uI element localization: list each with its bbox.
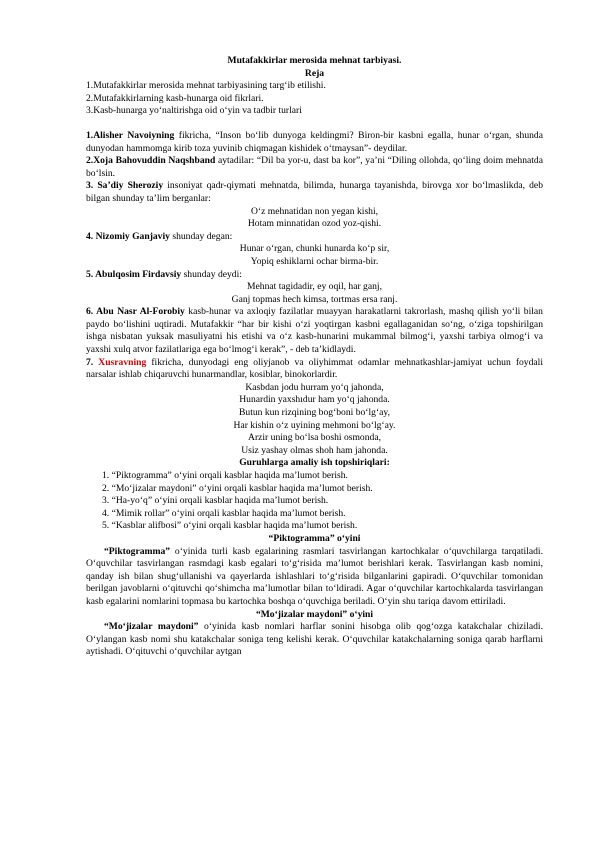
author-name-highlight: Xusravning xyxy=(98,356,147,368)
list-item: 2. “Mo‘jizalar maydoni” o‘yini orqali kasblar haqida ma’lumot berish. xyxy=(102,482,373,494)
author-name: 6. Abu Nasr Al-Forobiy xyxy=(86,306,185,318)
tasks-list xyxy=(86,470,543,533)
paragraph-ganjaviy xyxy=(86,231,543,244)
plan-item: 1.Mutafakkirlar merosida mehnat tarbiyasining targ‘ib etilishi. xyxy=(86,80,326,92)
list-item: 3. “Ha-yo‘q” o‘yini orqali kasblar haqida ma’lumot berish. xyxy=(102,495,329,507)
verse-line: Har kishin o‘z uyining mehmoni bo‘lg‘ay. xyxy=(233,419,396,431)
paragraph-text: kasb-hunar va axloqiy fazilatlar muayyan harakatlarni takrorlash, mashq qilish yo‘li bilan paydo bo‘lishini uqtiradi. Mutafakkir “har bir kishi o‘zi yoqtirgan kasbni egallaganidan so‘ng, o‘ziga topshirilgan ishga nisbatan yuksak masuliyatni his etishi va o‘z kasb-hunarini mukammal bilmog‘i, yaxshi tarbiya olmog‘i va yaxshi xulq atvor fazilatlariga ega bo‘lmog‘i kerak”, - deb ta’kidlaydi. xyxy=(86,306,543,356)
verse-line: Usiz yashay olmas shoh ham jahonda. xyxy=(241,444,388,456)
author-number: 7. xyxy=(86,356,94,368)
document-title: Mutafakkirlar merosida mehnat tarbiyasi. xyxy=(227,55,402,66)
verse-line: Hunar o‘rgan, chunki hunarda ko‘p sir, xyxy=(239,243,390,255)
paragraph-forobiy xyxy=(86,306,543,356)
list-item: 1. “Piktogramma” o‘yini orqali kasblar haqida ma’lumot berish. xyxy=(102,470,348,481)
piktogramma-heading: “Piktogramma” o‘yini xyxy=(268,532,361,544)
paragraph-text: shunday deydi: xyxy=(181,268,242,280)
paragraph-lead: “Mo‘jizalar maydoni” xyxy=(104,621,199,633)
verse-line: Kasbdan jodu hurram yo‘q jahonda, xyxy=(245,381,384,393)
author-name: 4. Nizomiy Ganjaviy xyxy=(86,230,170,242)
paragraph-lead: “Piktogramma” xyxy=(104,545,171,557)
paragraph-text: aytadilar: “Dil ba yor-u, dast ba kor”, ya’ni “Diling ollohda, qo‘ling doim mehnatda bo‘lsin. xyxy=(86,155,543,179)
paragraph-text: fikricha, dunyodagi eng oliyjanob va oliyhimmat odamlar mehnatkashlar-jamiyat uchun foydali narsalar ishlab chiqaruvchi hunarmandlar, kosiblar, binokorlardir. xyxy=(86,356,543,381)
spacer xyxy=(86,118,543,130)
paragraph-firdavsiy xyxy=(86,269,543,282)
verse-line: Yopiq eshiklarni ochar birma-bir. xyxy=(250,255,379,267)
list-item: 5. “Kasblar alifbosi” o‘yini orqali kasblar haqida ma’lumot berish. xyxy=(102,520,358,532)
paragraph-text: shunday degan: xyxy=(169,230,233,242)
paragraph-text: o‘yinida turli kasb egalarining rasmlari tasvirlangan kartochkalar o‘quvchilarga tarqatiladi. O‘quvchilar tasvirlangan rasmdagi kasb egalari to‘g‘risida ma’lumot berishlari kerak. Tasvirlangan kasb nomini, qanday ish bilan shug‘ullanishi va qayerlarda ishlashlari to‘g‘risida bilganlarini gapiradi. O‘quvchilar tomonidan berilgan javoblarni o‘qituvchi qo‘shimcha ma’lumotlar bilan to‘ldiradi. Agar o‘quvchilar kartochkalarda tasvirlangan kasb egalarini nomlarini topmasa bu kartochka boshqa o‘quvchiga beriladi. O‘yin shu tariqa davom ettiriladi. xyxy=(86,545,543,607)
mojizalar-heading: “Mo‘jizalar maydoni” o‘yini xyxy=(255,608,374,620)
author-name: 3. Sa’diy Sheroziy xyxy=(86,180,164,192)
author-name: 5. Abulqosim Firdavsiy xyxy=(86,268,182,280)
verse-line: Hotam minnatidan ozod yoz-qishi. xyxy=(247,218,382,230)
paragraph-text: o‘yinida kasb nomlari harflar sonini hisobga olib qog‘ozga katakchalar chiziladi. O‘ylangan kasb nomi shu katakchalar soniga teng kelishi kerak. O‘quvchilar katakchalarning soniga qarab harflarni aytishadi. O‘qituvchi o‘quvchilar aytgan xyxy=(86,621,543,658)
paragraph-sheroziy xyxy=(86,180,543,205)
group-tasks-heading: Guruhlarga amaliy ish topshiriqlari: xyxy=(239,457,390,469)
paragraph-text: fikricha, “Inson bo‘lib dunyoga keldingmi? Biron-bir kasbni egalla, hunar o‘rgan, shunda dunyodan hammomga kirib toza yuvinib chiqmagan kishidek o‘tmaysan”- deydilar. xyxy=(86,129,543,154)
plan-item: 3.Kasb-hunarga yo‘naltirishga oid o‘yin va tadbir turlari xyxy=(86,105,302,117)
verse-line: Mehnat tagidadir, ey oqil, har ganj, xyxy=(247,281,382,293)
verse-line: Butun kun rizqining bog‘boni bo‘lg‘ay, xyxy=(239,407,390,419)
author-name: 1.Alisher Navoiyning xyxy=(86,129,175,141)
author-name: 2.Xoja Bahovuddin Naqshband xyxy=(86,155,216,167)
paragraph-text: insoniyat qadr-qiymati mehnatda, bilimda, hunarga tayanishda, birovga xor bo‘lmaslikda, deb bilgan shunday ta’lim berganlar: xyxy=(86,180,543,204)
list-item: 4. “Mimik rollar” o‘yini orqali kasblar haqida ma’lumot berish. xyxy=(102,507,346,519)
plan-heading: Reja xyxy=(304,67,325,79)
verse-line: Ganj topmas hech kimsa, tortmas ersa ranj. xyxy=(231,293,398,305)
verse-line: Arzir uning bo‘lsa boshi osmonda, xyxy=(248,432,381,444)
plan-item: 2.Mutafakkirlarning kasb-hunarga oid fikrlari. xyxy=(86,92,264,104)
verse-line: O‘z mehnatidan non yegan kishi, xyxy=(250,205,379,217)
paragraph-navoiy xyxy=(86,130,543,155)
paragraph-xusrav xyxy=(86,357,543,382)
piktogramma-paragraph xyxy=(86,546,543,609)
mojizalar-paragraph xyxy=(86,621,543,659)
paragraph-naqshband xyxy=(86,155,543,180)
verse-line: Hunardin yaxshıdur ham yo‘q jahonda. xyxy=(239,394,390,406)
